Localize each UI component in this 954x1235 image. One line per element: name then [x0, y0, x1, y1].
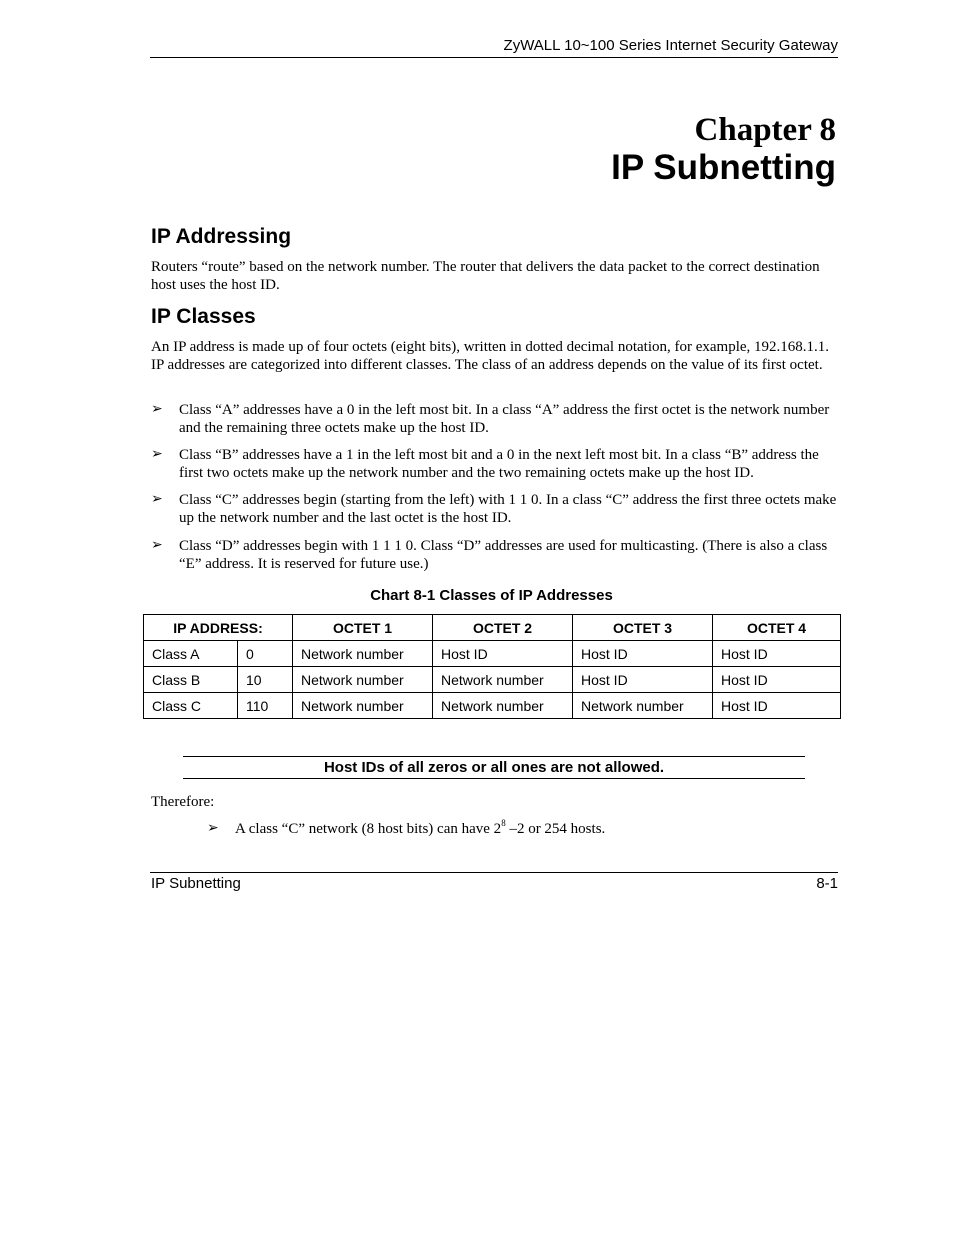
table-cell: Class C: [144, 693, 238, 719]
table-header-cell: OCTET 3: [573, 615, 713, 641]
table-row: [144, 641, 841, 667]
table-cell: Network number: [293, 693, 433, 719]
table-header-cell: IP ADDRESS:: [144, 615, 293, 641]
footer-rule: [150, 872, 838, 873]
header-rule: [150, 57, 838, 58]
running-header: ZyWALL 10~100 Series Internet Security Gateway: [503, 37, 838, 54]
chapter-number: Chapter 8: [694, 112, 836, 148]
exponent: 8: [501, 818, 506, 828]
paragraph-ip-classes: An IP address is made up of four octets (eight bits), written in dotted decimal notation, for example, 192.168.1.1. IP addresses are categorized into different classes. The class of an address depends on the value of its first octet.: [151, 339, 830, 373]
section-heading-ip-classes: IP Classes: [151, 305, 256, 328]
therefore-text: Therefore:: [151, 794, 215, 810]
bullet-arrow-icon: ➢: [207, 821, 219, 836]
footer-section-title: IP Subnetting: [151, 875, 241, 892]
table-header-cell: OCTET 2: [433, 615, 573, 641]
table-cell: Network number: [573, 693, 713, 719]
note-rule-bottom: [183, 778, 805, 779]
table-cell: Host ID: [713, 693, 841, 719]
bullet-arrow-icon: ➢: [151, 492, 163, 507]
chapter-title: IP Subnetting: [611, 148, 836, 187]
section-heading-ip-addressing: IP Addressing: [151, 225, 292, 248]
table-cell: Network number: [293, 667, 433, 693]
paragraph-ip-addressing: Routers “route” based on the network number. The router that delivers the data packet to the correct destination host uses the host ID.: [151, 259, 820, 293]
table-cell: Network number: [433, 693, 573, 719]
footer-page-number: 8-1: [816, 875, 838, 892]
bullet-class-c: [151, 491, 841, 527]
table-caption: Chart 8-1 Classes of IP Addresses: [370, 587, 613, 604]
table-cell: 0: [238, 641, 293, 667]
bullet-arrow-icon: ➢: [151, 402, 163, 417]
bullet-text: Class “A” addresses have a 0 in the left most bit. In a class “A” address the first octet is the network number and the remaining three octets make up the host ID.: [179, 402, 830, 436]
table-header-row: [144, 615, 841, 641]
table-cell: 110: [238, 693, 293, 719]
bullet-text: Class “C” addresses begin (starting from the left) with 1 1 0. In a class “C” address the first three octets make up the network number and the last octet is the host ID.: [179, 492, 837, 526]
bullet-text: Class “B” addresses have a 1 in the left most bit and a 0 in the next left most bit. In a class “B” address the first two octets make up the network number and the two remaining octets make up the host ID.: [179, 447, 819, 481]
bullet-hosts: [207, 820, 847, 838]
table-cell: Host ID: [713, 667, 841, 693]
table-cell: Class A: [144, 641, 238, 667]
table-cell: Host ID: [573, 667, 713, 693]
bullet-arrow-icon: ➢: [151, 538, 163, 553]
table-cell: Host ID: [573, 641, 713, 667]
table-cell: Host ID: [713, 641, 841, 667]
bullet-class-b: [151, 446, 841, 482]
table-header-cell: OCTET 4: [713, 615, 841, 641]
bullet-class-d: [151, 537, 841, 573]
note-text: Host IDs of all zeros or all ones are not allowed.: [323, 759, 665, 776]
bullet-class-a: [151, 401, 841, 437]
bullet-text-after: –2 or 254 hosts.: [505, 821, 606, 837]
table-cell: Network number: [293, 641, 433, 667]
bullet-text-before: A class “C” network (8 host bits) can have 2: [235, 821, 502, 837]
table-row: [144, 693, 841, 719]
bullet-text: Class “D” addresses begin with 1 1 1 0. Class “D” addresses are used for multicasting. (There is also a class “E” address. It is reserved for future use.): [179, 538, 828, 572]
table-cell: Network number: [433, 667, 573, 693]
table-cell: 10: [238, 667, 293, 693]
table-row: [144, 667, 841, 693]
bullet-arrow-icon: ➢: [151, 447, 163, 462]
ip-classes-table: [143, 614, 841, 719]
table-cell: Host ID: [433, 641, 573, 667]
table-cell: Class B: [144, 667, 238, 693]
table-header-cell: OCTET 1: [293, 615, 433, 641]
note-rule-top: [183, 756, 805, 757]
bullet-text: [235, 820, 847, 838]
